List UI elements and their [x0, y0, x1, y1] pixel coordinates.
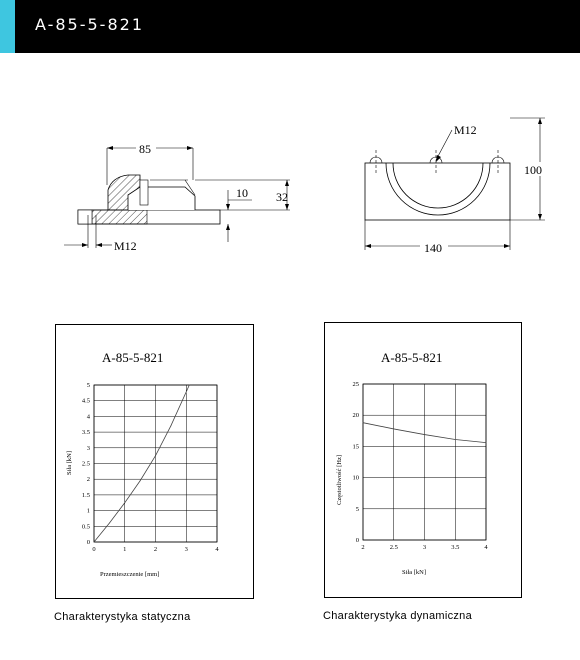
static-y-tick-label: 4 — [86, 413, 90, 421]
static-chart-caption: Charakterystyka statyczna — [54, 611, 191, 623]
static-data-point — [170, 425, 171, 426]
dynamic-chart-xlabel: Siła [kN] — [402, 569, 427, 576]
static-chart-ylabel: Siła [kN] — [66, 450, 73, 475]
static-y-tick-label: 3 — [86, 444, 90, 452]
dynamic-x-tick-label: 4 — [484, 544, 488, 551]
dynamic-y-tick-label: 5 — [355, 505, 359, 513]
static-data-point — [94, 542, 95, 543]
dynamic-y-tick-label: 10 — [352, 474, 359, 482]
dynamic-chart-title: A-85-5-821 — [381, 350, 443, 365]
thread-label-right: M12 — [454, 123, 477, 137]
dynamic-data-point — [424, 434, 425, 435]
dim-32-label: 32 — [276, 190, 288, 204]
dynamic-x-tick-label: 3 — [422, 544, 427, 551]
static-x-tick-label: 3 — [184, 546, 188, 553]
static-x-tick-label: 1 — [123, 546, 127, 553]
dynamic-chart-caption: Charakterystyka dynamiczna — [323, 610, 473, 622]
dynamic-y-tick-label: 25 — [352, 381, 359, 388]
static-y-tick-label: 2 — [86, 476, 90, 484]
static-y-tick-label: 2.5 — [81, 460, 90, 468]
dynamic-data-point — [486, 442, 487, 443]
static-data-point — [140, 480, 141, 481]
dynamic-y-tick-label: 15 — [352, 443, 359, 451]
dynamic-data-point — [455, 439, 456, 440]
dynamic-data-point — [363, 422, 364, 423]
static-data-point — [124, 502, 125, 503]
static-x-tick-label: 4 — [215, 546, 219, 553]
page-title: A-85-5-821 — [35, 15, 144, 34]
dim-140-label: 140 — [424, 241, 442, 255]
dim-85-label: 85 — [139, 142, 151, 156]
static-y-tick-label: 4.5 — [81, 397, 90, 405]
static-data-point — [109, 523, 110, 524]
static-data-point — [189, 385, 190, 386]
dynamic-x-tick-label: 2.5 — [389, 544, 398, 551]
dynamic-x-tick-label: 3.5 — [451, 544, 460, 551]
dynamic-y-tick-label: 20 — [352, 412, 359, 420]
static-y-tick-label: 1.5 — [81, 491, 90, 499]
dim-100-label: 100 — [524, 163, 542, 177]
static-y-tick-label: 1 — [86, 507, 90, 515]
static-chart-title: A-85-5-821 — [102, 350, 164, 365]
dynamic-y-tick-label: 0 — [355, 537, 359, 544]
static-x-tick-label: 2 — [153, 546, 158, 553]
dynamic-data-point — [393, 429, 394, 430]
static-y-tick-label: 0.5 — [81, 523, 90, 531]
dynamic-x-tick-label: 2 — [361, 544, 365, 551]
static-chart-xlabel: Przemieszczenie [mm] — [100, 571, 160, 578]
thread-label-left: M12 — [114, 239, 137, 253]
dynamic-chart-ylabel: Częstotliwość [Hz] — [336, 454, 343, 505]
dim-10-label: 10 — [236, 186, 248, 200]
static-y-tick-label: 0 — [86, 539, 90, 546]
static-y-tick-label: 3.5 — [81, 429, 90, 437]
static-x-tick-label: 0 — [92, 546, 96, 553]
static-data-point — [155, 455, 156, 456]
static-y-tick-label: 5 — [86, 382, 90, 389]
